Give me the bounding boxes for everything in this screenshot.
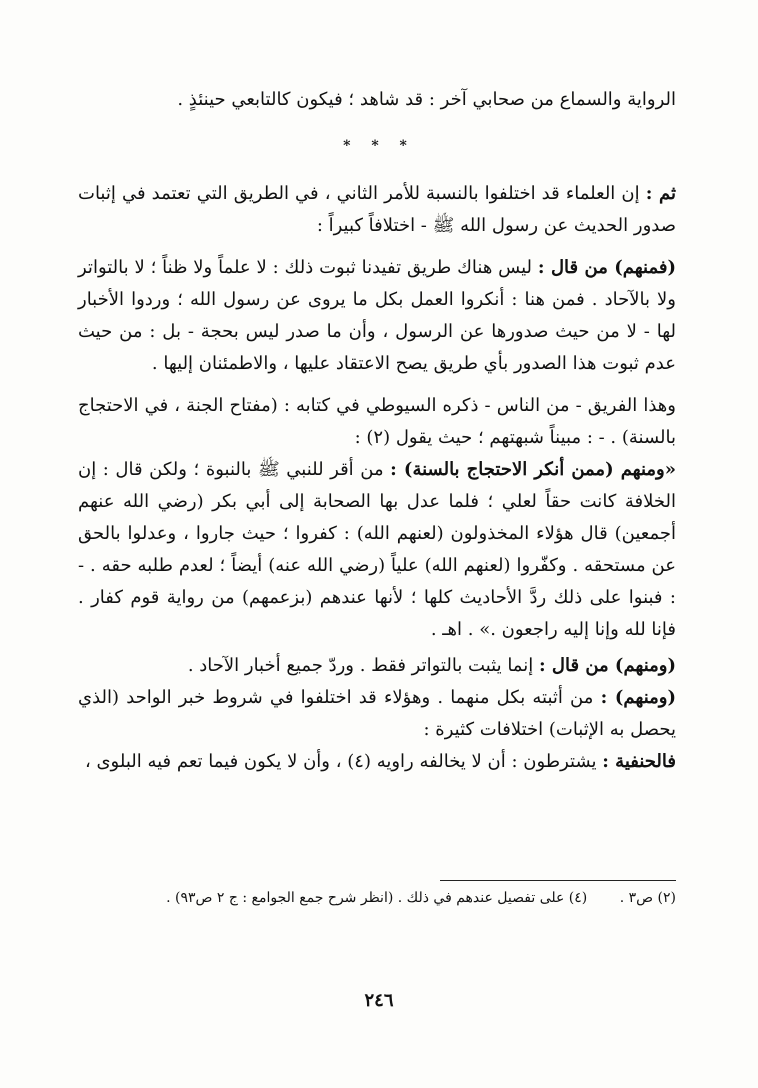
- paragraph-7-lead: فالحنفية :: [602, 751, 676, 772]
- paragraph-2-text: ليس هناك طريق تفيدنا ثبوت ذلك : لا علماً ولا ظناً ؛ لا بالتواتر ولا بالآحاد . فمن هنا : أنكروا العمل بكل ما يروى عن رسول الله ؛ وردوا الأخبار لها - لا من حيث صدورها عن الرسول ، وأن ما صدر ليس بحجة - بل : من حيث عدم ثبوت هذا الصدور بأي طريق يصح الاعتقاد عليها ، والاطمئنان إليها .: [78, 257, 676, 374]
- footnotes: [78, 886, 676, 910]
- footnote-4: (٤) على تفصيل عندهم في ذلك . (انظر شرح جمع الجوامع : ج ٢ ص٩٣) .: [166, 890, 588, 906]
- paragraph-5: [78, 650, 676, 682]
- paragraph-4-text: من أقر للنبي ﷺ بالنبوة ؛ ولكن قال : إن الخلافة كانت حقاً لعلي ؛ فلما عدل بها الصحابة إلى أبي بكر (رضي الله عنهم أجمعين) قال هؤلاء المخذولون (لعنهم الله) : كفروا ؛ حيث جاروا ، وعدلوا بالحق عن مستحقه . وكفّروا (لعنهم الله) علياً (رضي الله عنه) أيضاً ؛ لعدم طلبه حقه . - : فبنوا على ذلك ردَّ الأحاديث كلها ؛ لأنها عندهم (بزعمهم) من رواية قوم كفار . فإنا لله وإنا إليه راجعون .» . اهـ .: [78, 459, 676, 640]
- paragraph-6-text: من أثبته بكل منهما . وهؤلاء قد اختلفوا في شروط خبر الواحد (الذي يحصل به الإثبات) اختلافات كثيرة :: [78, 687, 676, 740]
- paragraph-5-text: إنما يثبت بالتواتر فقط . وردّ جميع أخبار الآحاد .: [187, 655, 534, 676]
- paragraph-1-lead: ثم :: [645, 183, 676, 204]
- main-text-body: [78, 178, 676, 778]
- paragraph-3-text: وهذا الفريق - من الناس - ذكره السيوطي في كتابه : (مفتاح الجنة ، في الاحتجاج بالسنة) . - : مبيناً شبهتهم ؛ حيث يقول (٢) :: [78, 395, 676, 448]
- paragraph-5-lead: (ومنهم) من قال :: [538, 655, 676, 676]
- paragraph-2-lead: (فمنهم) من قال :: [537, 257, 676, 278]
- paragraph-4-lead: «ومنهم (ممن أنكر الاحتجاج بالسنة) :: [390, 459, 676, 480]
- paragraph-3: [78, 390, 676, 454]
- section-separator: * * *: [343, 138, 415, 154]
- paragraph-1: [78, 178, 676, 242]
- footnote-2: (٢) ص٣ .: [619, 890, 676, 906]
- text-top-line: [78, 84, 676, 116]
- paragraph-2: [78, 252, 676, 380]
- paragraph-6: [78, 682, 676, 746]
- paragraph-continuation: الرواية والسماع من صحابي آخر : قد شاهد ؛ فيكون كالتابعي حينئذٍ .: [177, 89, 676, 110]
- footnote-divider: [440, 880, 676, 881]
- page-number: ٢٤٦: [364, 990, 394, 1011]
- paragraph-4: [78, 454, 676, 646]
- paragraph-1-text: إن العلماء قد اختلفوا بالنسبة للأمر الثاني ، في الطريق التي تعتمد في إثبات صدور الحديث عن رسول الله ﷺ - اختلافاً كبيراً :: [78, 183, 676, 236]
- paragraph-7: [78, 746, 676, 778]
- paragraph-6-lead: (ومنهم) :: [600, 687, 676, 708]
- paragraph-7-text: يشترطون : أن لا يخالفه راويه (٤) ، وأن لا يكون فيما تعم فيه البلوى ،: [84, 751, 597, 772]
